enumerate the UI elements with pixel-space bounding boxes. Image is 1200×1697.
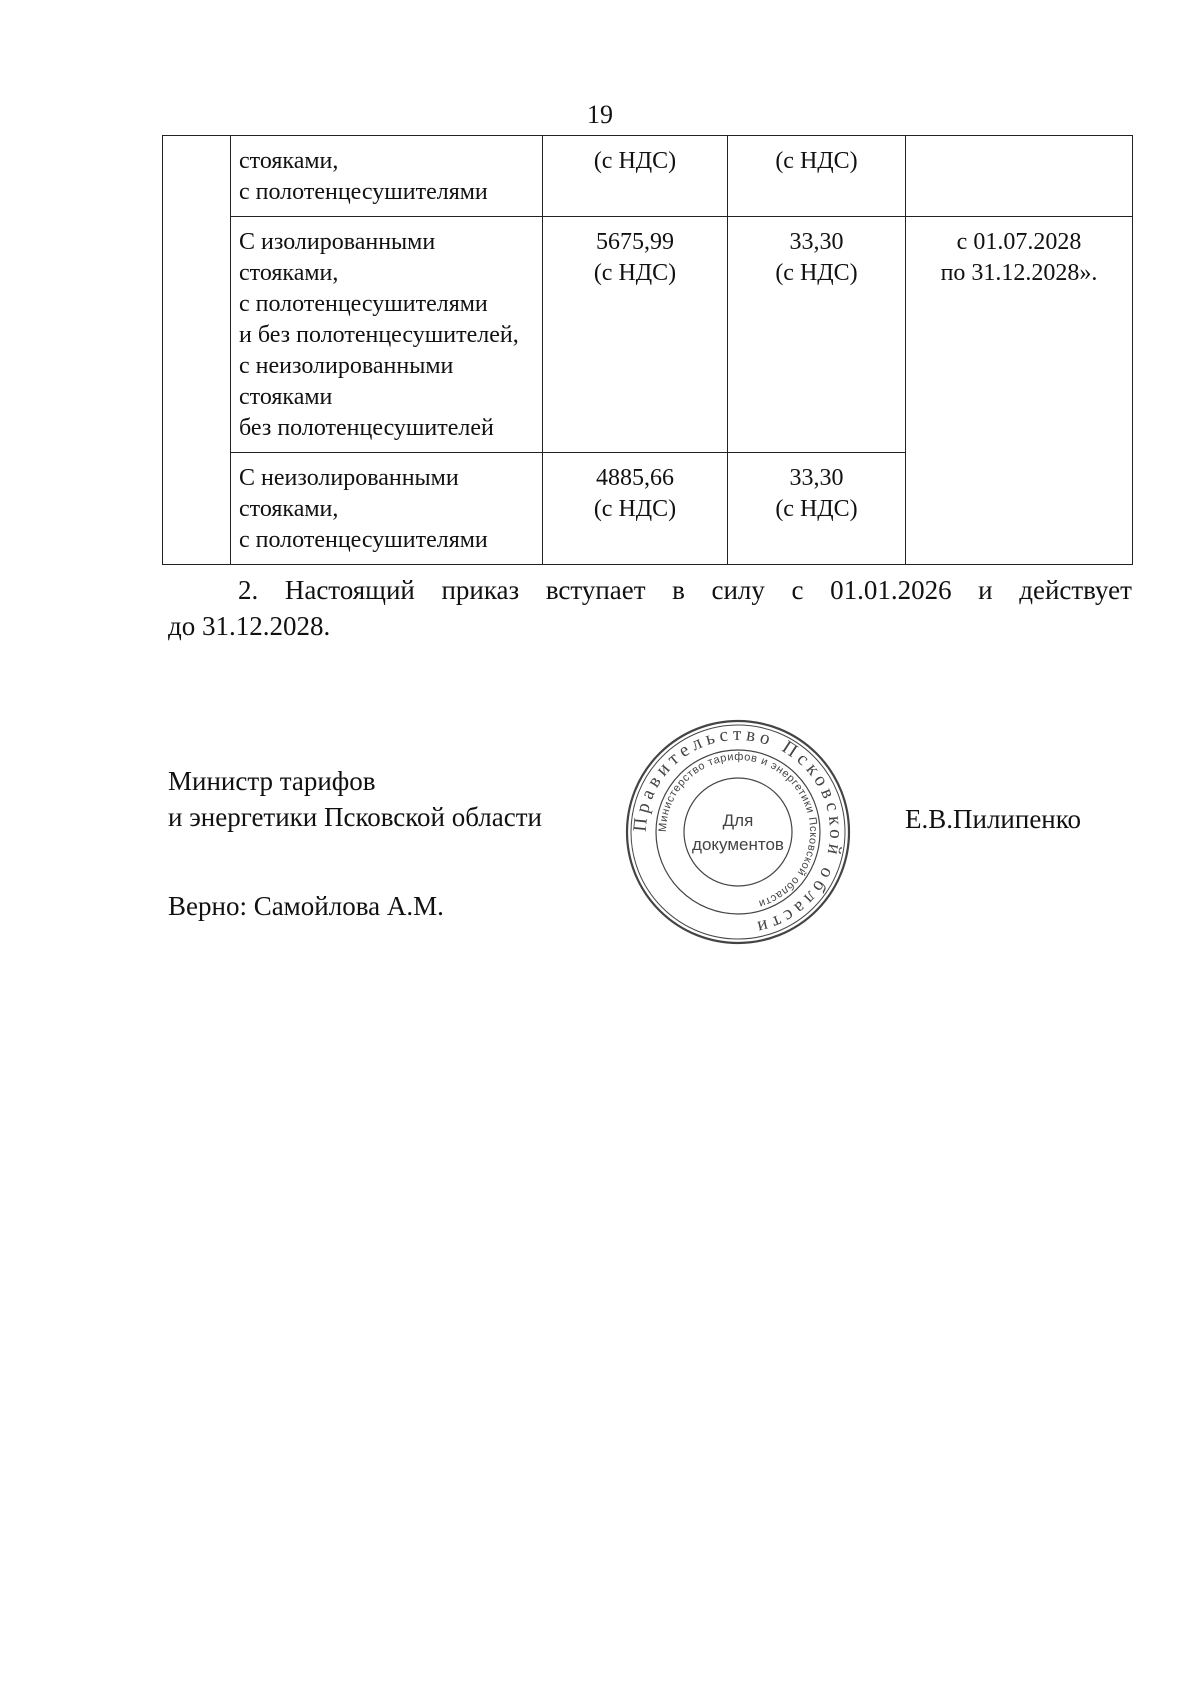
cell-text-line: с 01.07.2028 [956,229,1082,255]
verno-line: Верно: Самойлова А.М. [168,891,444,921]
cell-text-line: с полотенцесушителями [239,527,488,553]
cell-text-line: стояками, [239,260,339,286]
seal-outer-text: Правительство Псковской области [629,723,847,939]
cell-text-line: 33,30 [789,229,844,255]
cell-text-line: (с НДС) [775,496,858,522]
paragraph-line-1 [168,572,1132,608]
paragraph-word: 01.01.2026 [830,575,952,605]
page-number: 19 [587,100,613,129]
effective-date-paragraph [168,572,1132,644]
cell-text-line: без полотенцесушителей [239,415,494,441]
paragraph-word: и [978,575,993,605]
cell-text-line: (с НДС) [593,496,677,522]
cell-text-line: 33,30 [789,465,844,491]
seal-center-line-2: документов [692,835,784,854]
table-row [163,217,1133,453]
paragraph-word: действует [1019,575,1132,605]
period-cell [906,136,1133,217]
cell-text-line: С неизолированными [239,465,459,491]
seal-inner-text: Министерство тарифов и энергетики Псковской области [656,750,820,910]
value-cell [543,453,728,565]
table-row [163,136,1133,217]
seal-middle-ring [656,750,820,914]
value-cell [728,453,906,565]
value-cell [543,217,728,453]
cell-text-line: с неизолированными [239,353,454,379]
minister-title [168,763,542,835]
seal-center-line-1: Для [722,811,754,830]
paragraph-word: приказ [441,575,520,605]
seal-center-ring [684,778,792,886]
paragraph-word: Настоящий [284,575,415,605]
empty-index-cell [163,136,231,565]
cell-text-line: стояками [239,384,333,410]
paragraph-word: 2. [238,575,259,605]
cell-text-line: (с НДС) [593,148,677,174]
paragraph-word: в [672,575,685,605]
cell-text-line: и без полотенцесушителей, [239,322,519,348]
cell-text-line: стояками, [239,148,339,174]
value-cell [728,136,906,217]
cell-text-line: с полотенцесушителями [239,179,488,205]
cell-text-line: (с НДС) [775,148,858,174]
paragraph-word: с [791,575,804,605]
signer-name: Е.В.Пилипенко [905,804,1082,834]
period-cell [906,217,1133,565]
tariff-table [162,135,1133,565]
cell-text-line: стояками, [239,496,339,522]
official-seal [624,718,852,946]
cell-text-line: С изолированными [239,229,436,255]
paragraph-word: силу [711,575,765,605]
paragraph-line-2: до 31.12.2028. [168,611,331,641]
description-cell [231,217,543,453]
cell-text-line: (с НДС) [593,260,677,286]
cell-text-line: с полотенцесушителями [239,291,488,317]
position-line: и энергетики Псковской области [168,802,542,832]
value-cell [728,217,906,453]
description-cell [231,136,543,217]
description-cell [231,453,543,565]
value-cell [543,136,728,217]
cell-text-line: по 31.12.2028». [940,260,1098,286]
cell-text-line: (с НДС) [775,260,858,286]
paragraph-word: вступает [545,575,646,605]
position-line: Министр тарифов [168,766,376,796]
cell-text-line: 5675,99 [596,229,674,255]
cell-text-line: 4885,66 [596,465,674,491]
